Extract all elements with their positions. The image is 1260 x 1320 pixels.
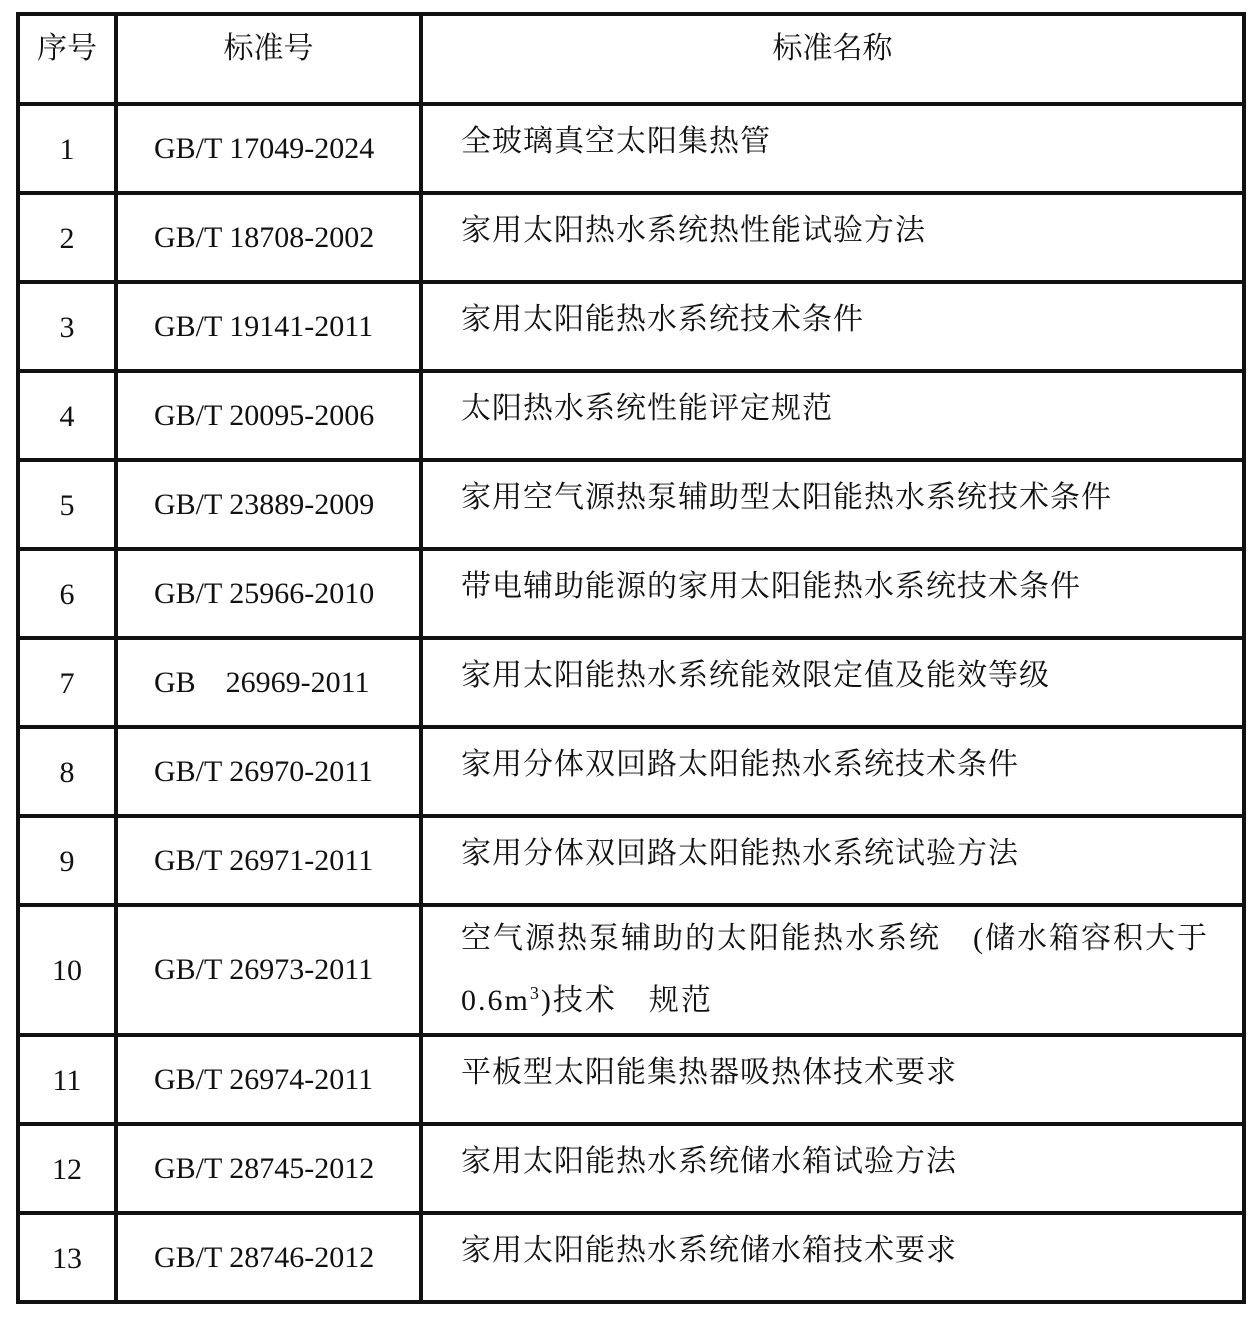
standard-code: GB/T 26973-2011 [116,905,421,1035]
standard-code: GB/T 17049-2024 [116,104,421,193]
standard-code: GB/T 26974-2011 [116,1035,421,1124]
standard-code: GB/T 23889-2009 [116,460,421,549]
standard-code: GB/T 28746-2012 [116,1213,421,1302]
standard-code: GB/T 28745-2012 [116,1124,421,1213]
standard-name: 太阳热水系统性能评定规范 [421,371,1244,460]
header-standard-name: 标准名称 [421,14,1244,104]
row-number: 10 [18,905,116,1035]
row-number: 1 [18,104,116,193]
row-number: 8 [18,727,116,816]
row-number: 13 [18,1213,116,1302]
standard-name: 家用太阳能热水系统储水箱技术要求 [421,1213,1244,1302]
standard-name: 家用分体双回路太阳能热水系统试验方法 [421,816,1244,905]
row-number: 5 [18,460,116,549]
table-row [18,104,1244,193]
standard-name: 家用太阳能热水系统储水箱试验方法 [421,1124,1244,1213]
standard-name: 带电辅助能源的家用太阳能热水系统技术条件 [421,549,1244,638]
table-row [18,816,1244,905]
table-row [18,1124,1244,1213]
row-number: 12 [18,1124,116,1213]
table-row [18,905,1244,1035]
table-row [18,638,1244,727]
standard-code: GB/T 18708-2002 [116,193,421,282]
standard-code: GB/T 26971-2011 [116,816,421,905]
standard-name [421,905,1244,1035]
standards-table [16,12,1246,1304]
standard-name: 全玻璃真空太阳集热管 [421,104,1244,193]
row-number: 4 [18,371,116,460]
standard-name-line-2-prefix: 0.6m [461,984,530,1017]
table-row [18,282,1244,371]
table-row [18,1213,1244,1302]
row-number: 9 [18,816,116,905]
table-row [18,727,1244,816]
standard-code: GB/T 25966-2010 [116,549,421,638]
superscript-exponent: 3 [529,983,541,1003]
standard-name: 家用分体双回路太阳能热水系统技术条件 [421,727,1244,816]
standard-name: 家用太阳热水系统热性能试验方法 [421,193,1244,282]
table-row [18,549,1244,638]
standard-name: 家用太阳能热水系统技术条件 [421,282,1244,371]
table-row [18,460,1244,549]
row-number: 6 [18,549,116,638]
header-standard-code: 标准号 [116,14,421,104]
table-row [18,193,1244,282]
row-number: 2 [18,193,116,282]
row-number: 7 [18,638,116,727]
table-header-row [18,14,1244,104]
standard-code: GB/T 26970-2011 [116,727,421,816]
standard-code: GB 26969-2011 [116,638,421,727]
table-row [18,371,1244,460]
standard-code: GB/T 20095-2006 [116,371,421,460]
standard-name: 家用太阳能热水系统能效限定值及能效等级 [421,638,1244,727]
row-number: 3 [18,282,116,371]
standard-name: 平板型太阳能集热器吸热体技术要求 [421,1035,1244,1124]
standard-name: 家用空气源热泵辅助型太阳能热水系统技术条件 [421,460,1244,549]
standard-name-line-1: 空气源热泵辅助的太阳能热水系统 (储水箱容积大于 [461,922,1209,955]
table-row [18,1035,1244,1124]
row-number: 11 [18,1035,116,1124]
standard-name-line-2-suffix: )技术 规范 [540,984,713,1017]
header-serial-number: 序号 [18,14,116,104]
standard-code: GB/T 19141-2011 [116,282,421,371]
